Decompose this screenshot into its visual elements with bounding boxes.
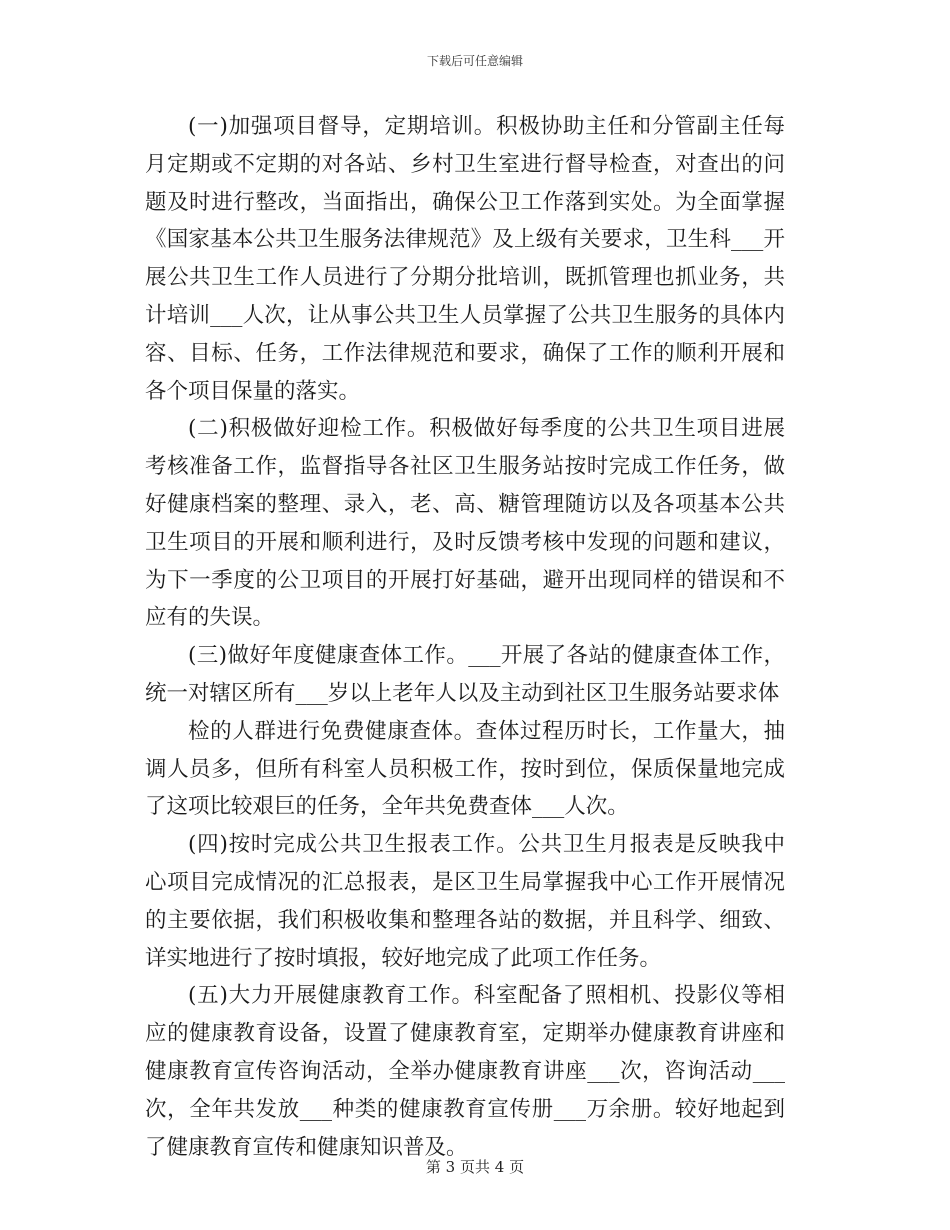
paragraph-health-checkup: (三)做好年度健康查体工作。___开展了各站的健康查体工作，统一对辖区所有___岁以上老年人以及主动到社区卫生服务站要求体 [145, 643, 785, 706]
page-header: 下载后可任意编辑 [426, 54, 523, 68]
paragraph-public-health-reports: (四)按时完成公共卫生报表工作。公共卫生月报表是反映我中心项目完成情况的汇总报表，是区卫生局掌握我中心工作开展情况的主要依据，我们积极收集和整理各站的数据，并且科学、细致、详实地进行了按时填报，较好地完成了此项工作任务。 [145, 832, 785, 971]
paragraph-health-education: (五)大力开展健康教育工作。科室配备了照相机、投影仪等相应的健康教育设备，设置了健康教育室，定期举办健康教育讲座和健康教育宣传咨询活动，全举办健康教育讲座___次，咨询活动___次，全年共发放___种类的健康教育宣传册___万余册。较好地起到了健康教育宣传和健康知识普及。 [145, 983, 785, 1160]
paragraph-health-checkup-continued: 检的人群进行免费健康查体。查体过程历时长，工作量大，抽调人员多，但所有科室人员积极工作，按时到位，保质保量地完成了这项比较艰巨的任务，全年共免费查体___人次。 [145, 718, 785, 820]
document-body [145, 108, 785, 1166]
page-number: 第 3 页共 4 页 [425, 1158, 525, 1176]
paragraph-inspection-preparation: (二)积极做好迎检工作。积极做好每季度的公共卫生项目进展考核准备工作，监督指导各社区卫生服务站按时完成工作任务，做好健康档案的整理、录入，老、高、糖管理随访以及各项基本公共卫生项目的开展和顺利进行，及时反馈考核中发现的问题和建议，为下一季度的公卫项目的开展打好基础，避开出现同样的错误和不应有的失误。 [145, 416, 785, 631]
paragraph-project-supervision: (一)加强项目督导，定期培训。积极协助主任和分管副主任每月定期或不定期的对各站、乡村卫生室进行督导检查，对查出的问题及时进行整改，当面指出，确保公卫工作落到实处。为全面掌握《国家基本公共卫生服务法律规范》及上级有关要求，卫生科___开展公共卫生工作人员进行了分期分批培训，既抓管理也抓业务，共计培训___人次，让从事公共卫生人员掌握了公共卫生服务的具体内容、目标、任务，工作法律规范和要求，确保了工作的顺利开展和各个项目保量的落实。 [145, 114, 785, 404]
